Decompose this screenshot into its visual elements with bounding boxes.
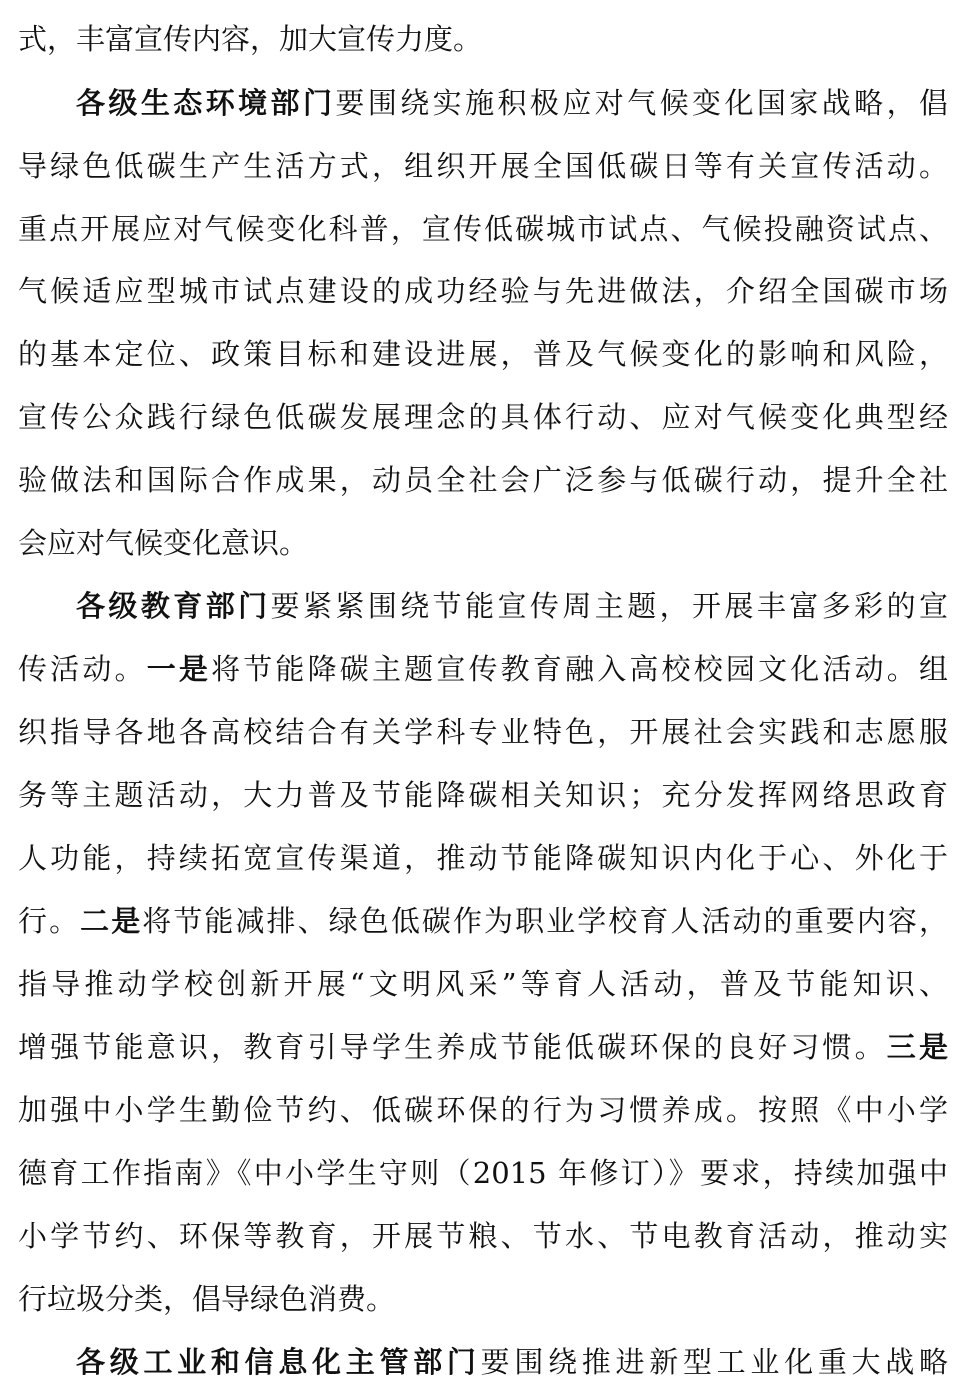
paragraph-1-line-1 <box>18 137 948 195</box>
text-run: 将节能降碳主题宣传教育融入高校校园文化活动。组 <box>211 652 948 686</box>
paragraph-1-line-4 <box>18 325 948 383</box>
bold-heading-run: 各级工业和信息化主管部门 <box>76 1345 481 1379</box>
text-run: 要围绕实施积极应对气候变化国家战略，倡 <box>335 86 948 120</box>
text-run: 行垃圾分类，倡导绿色消费。 <box>18 1282 396 1316</box>
paragraph-2-line-2 <box>18 703 948 761</box>
paragraph-2-line-3 <box>18 766 948 824</box>
text-run: 人功能，持续拓宽宣传渠道，推动节能降碳知识内化于心、外化于 <box>18 841 948 875</box>
bold-marker-run: 二是 <box>80 904 143 938</box>
text-run: 小学节约、环保等教育，开展节粮、节水、节电教育活动，推动实 <box>18 1219 948 1253</box>
text-run: 式，丰富宣传内容，加大宣传力度。 <box>18 22 483 56</box>
paragraph-1-line-2 <box>18 200 948 258</box>
text-run: 重点开展应对气候变化科普，宣传低碳城市试点、气候投融资试点、 <box>18 212 948 246</box>
paragraph-2-line-1 <box>18 640 948 698</box>
paragraph-3-line-0 <box>76 1333 948 1391</box>
text-run: 德育工作指南》《中小学生守则（2015 年修订）》要求，持续加强中 <box>18 1156 948 1190</box>
paragraph-2-line-9 <box>18 1144 948 1202</box>
paragraph-0-line-0 <box>18 10 948 68</box>
paragraph-2-line-6 <box>18 955 948 1013</box>
bold-heading-run: 各级生态环境部门 <box>76 86 336 120</box>
paragraph-1-line-7 <box>18 514 948 572</box>
paragraph-1-line-3 <box>18 262 948 320</box>
paragraph-2-line-11 <box>18 1270 948 1328</box>
paragraph-2-line-5 <box>18 892 948 950</box>
text-run: 织指导各地各高校结合有关学科专业特色，开展社会实践和志愿服 <box>18 715 948 749</box>
text-run: 要围绕推进新型工业化重大战略 <box>480 1345 948 1379</box>
bold-heading-run: 各级教育部门 <box>76 589 271 623</box>
text-run: 行。 <box>18 904 81 938</box>
text-run: 的基本定位、政策目标和建设进展，普及气候变化的影响和风险， <box>18 337 948 371</box>
paragraph-2-line-8 <box>18 1081 948 1139</box>
text-run: 气候适应型城市试点建设的成功经验与先进做法，介绍全国碳市场 <box>18 274 948 308</box>
text-run: 指导推动学校创新开展“文明风采”等育人活动，普及节能知识、 <box>18 967 948 1001</box>
text-run: 加强中小学生勤俭节约、低碳环保的行为习惯养成。按照《中小学 <box>18 1093 948 1127</box>
paragraph-1-line-6 <box>18 451 948 509</box>
text-run: 将节能减排、绿色低碳作为职业学校育人活动的重要内容， <box>142 904 948 938</box>
text-run: 传活动。 <box>18 652 147 686</box>
text-run: 务等主题活动，大力普及节能降碳相关知识；充分发挥网络思政育 <box>18 778 948 812</box>
paragraph-2-line-0 <box>76 577 948 635</box>
paragraph-1-line-0 <box>76 74 948 132</box>
text-run: 验做法和国际合作成果，动员全社会广泛参与低碳行动，提升全社 <box>18 463 948 497</box>
paragraph-2-line-10 <box>18 1207 948 1265</box>
text-run: 要紧紧围绕节能宣传周主题，开展丰富多彩的宣 <box>270 589 948 623</box>
text-run: 导绿色低碳生产生活方式，组织开展全国低碳日等有关宣传活动。 <box>18 149 948 183</box>
paragraph-2-line-7 <box>18 1018 948 1076</box>
text-run: 宣传公众践行绿色低碳发展理念的具体行动、应对气候变化典型经 <box>18 400 948 434</box>
bold-marker-run: 一是 <box>146 652 212 686</box>
paragraph-2-line-4 <box>18 829 948 887</box>
text-run: 会应对气候变化意识。 <box>18 526 309 560</box>
text-run: 增强节能意识，教育引导学生养成节能低碳环保的良好习惯。 <box>18 1030 887 1064</box>
bold-marker-run: 三是 <box>886 1030 948 1064</box>
paragraph-1-line-5 <box>18 388 948 446</box>
